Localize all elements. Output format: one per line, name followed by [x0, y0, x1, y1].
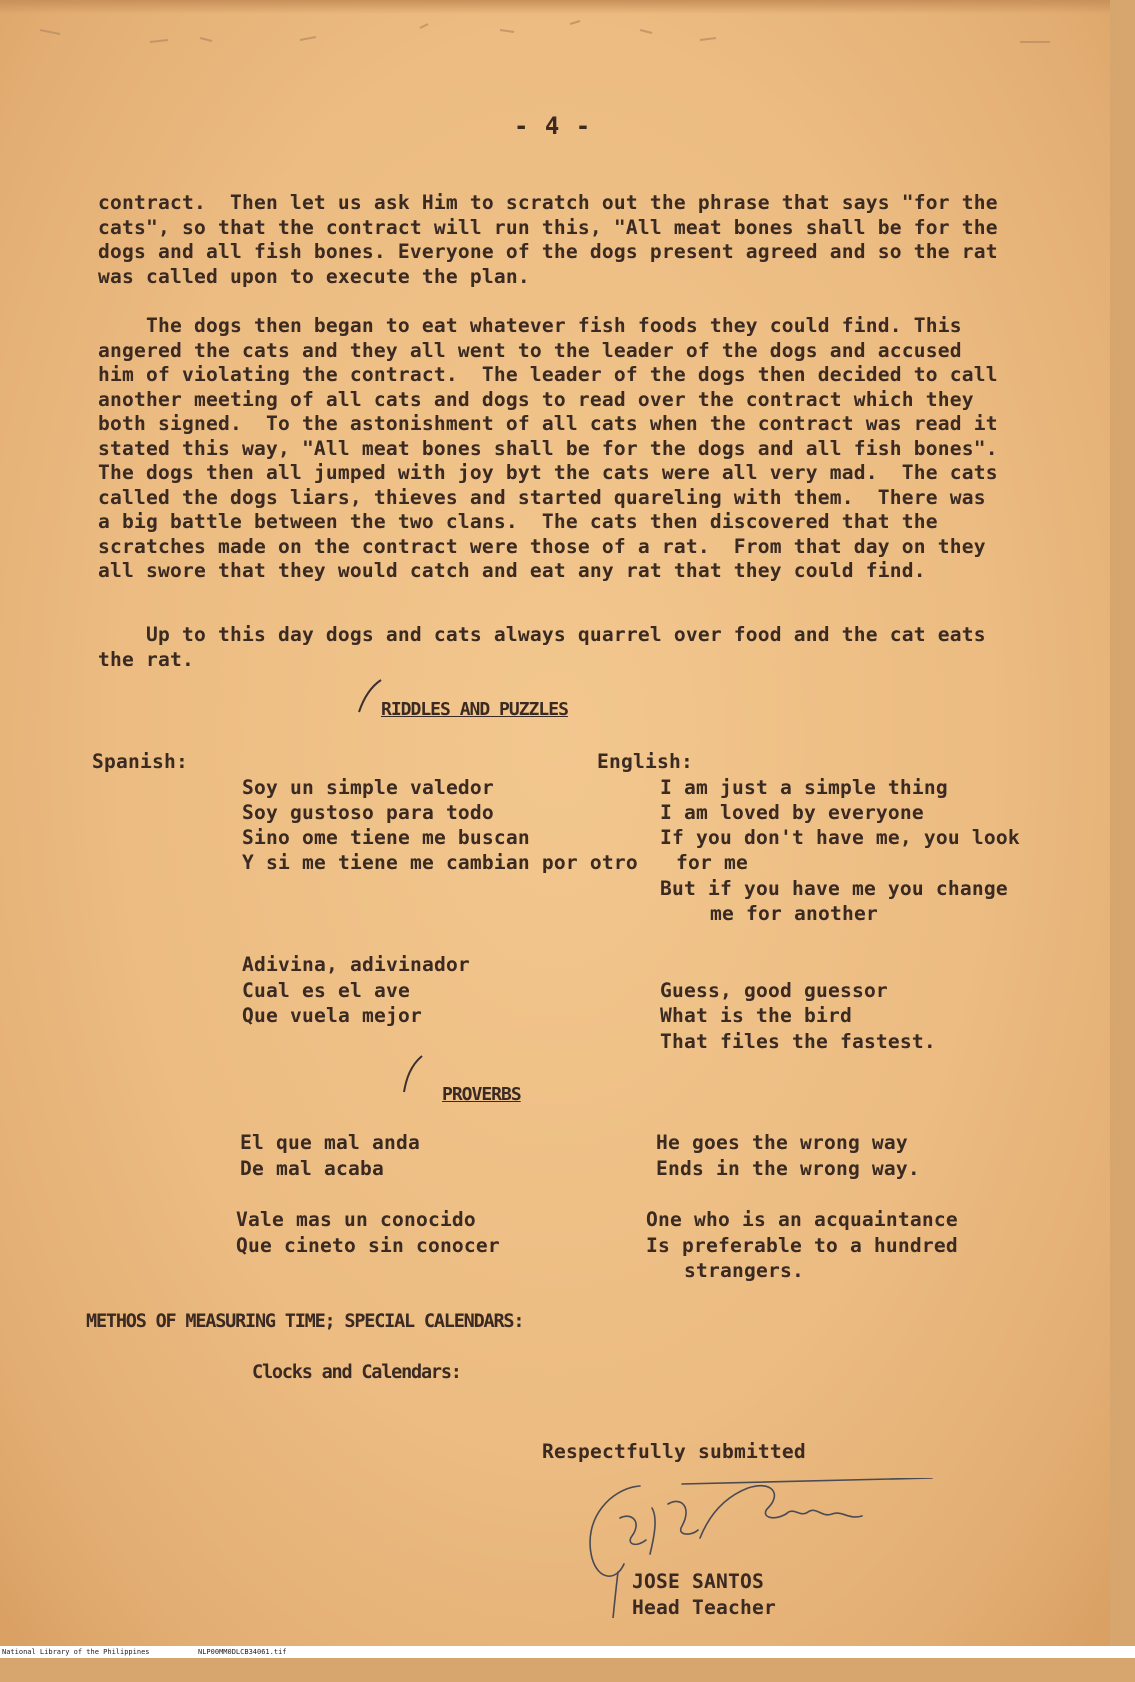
riddle-line: Soy un simple valedor — [242, 776, 494, 799]
paragraph-line: both signed. To the astonishment of all cats when the contract was read it — [98, 412, 998, 435]
paragraph-line: him of violating the contract. The leader of the dogs then decided to call — [98, 363, 998, 386]
riddle-line: What is the bird — [660, 1004, 852, 1027]
valediction: Respectfully submitted — [542, 1440, 806, 1463]
proverb-line: El que mal anda — [240, 1131, 420, 1154]
proverbs-heading: PROVERBS — [442, 1084, 521, 1105]
proverb-line: Is preferable to a hundred — [646, 1234, 958, 1257]
proverb-line: Que cineto sin conocer — [236, 1234, 500, 1257]
riddle-line: Y si me tiene me cambian por otro — [242, 851, 638, 874]
english-label: English: — [597, 750, 693, 773]
proverb-line: Ends in the wrong way. — [656, 1157, 920, 1180]
footer-institution: National Library of the Philippines — [2, 1648, 150, 1656]
paragraph-line: The dogs then began to eat whatever fish foods they could find. This — [98, 314, 962, 337]
riddle-line: If you don't have me, you look — [660, 826, 1020, 849]
riddle-line: Adivina, adivinador — [242, 953, 470, 976]
proverb-line: strangers. — [684, 1259, 804, 1282]
riddle-line: Que vuela mejor — [242, 1004, 422, 1027]
proverb-line: One who is an acquaintance — [646, 1208, 958, 1231]
archive-footer — [0, 1646, 1135, 1658]
paragraph-line: contract. Then let us ask Him to scratch out the phrase that says "for the — [98, 191, 998, 214]
riddles-heading: RIDDLES AND PUZZLES — [381, 699, 568, 720]
top-edge-marks — [0, 0, 1110, 60]
paragraph-line: cats", so that the contract will run this, "All meat bones shall be for the — [98, 216, 998, 239]
check-mark-proverbs — [400, 1052, 430, 1096]
footer-file-id: NLP00MM0DLCB34061.tif — [198, 1648, 287, 1656]
riddle-line: Guess, good guessor — [660, 979, 888, 1002]
paragraph-line: angered the cats and they all went to the leader of the dogs and accused — [98, 339, 962, 362]
proverb-line: De mal acaba — [240, 1157, 384, 1180]
paragraph-line: a big battle between the two clans. The cats then discovered that the — [98, 510, 938, 533]
methods-subheading: Clocks and Calendars: — [252, 1362, 461, 1383]
paragraph-line: called the dogs liars, thieves and started quareling with them. There was — [98, 486, 986, 509]
paragraph-line: the rat. — [98, 648, 194, 671]
proverb-line: He goes the wrong way — [656, 1131, 908, 1154]
paragraph-line: The dogs then all jumped with joy byt the cats were all very mad. The cats — [98, 461, 998, 484]
paragraph-line: stated this way, "All meat bones shall be for the dogs and all fish bones". — [98, 437, 998, 460]
signatory-name: JOSE SANTOS — [632, 1570, 764, 1593]
riddle-line: But if you have me you change — [660, 877, 1008, 900]
page-number: - 4 - — [514, 112, 592, 140]
paragraph-line: another meeting of all cats and dogs to read over the contract which they — [98, 388, 974, 411]
paragraph-line: all swore that they would catch and eat any rat that they could find. — [98, 559, 926, 582]
paragraph-line: dogs and all fish bones. Everyone of the dogs present agreed and so the rat — [98, 240, 998, 263]
paragraph-line: was called upon to execute the plan. — [98, 265, 530, 288]
paragraph-line: scratches made on the contract were those of a rat. From that day on they — [98, 535, 986, 558]
riddle-line: Cual es el ave — [242, 979, 410, 1002]
riddle-line: me for another — [710, 902, 878, 925]
riddle-line: Soy gustoso para todo — [242, 801, 494, 824]
proverb-line: Vale mas un conocido — [236, 1208, 476, 1231]
spanish-label: Spanish: — [92, 750, 188, 773]
riddle-line: I am just a simple thing — [660, 776, 948, 799]
signatory-title: Head Teacher — [632, 1596, 776, 1619]
riddle-line: for me — [676, 851, 748, 874]
methods-heading: METHOS OF MEASURING TIME; SPECIAL CALENDARS: — [86, 1311, 524, 1332]
riddle-line: That files the fastest. — [660, 1030, 936, 1053]
riddle-line: Sino ome tiene me buscan — [242, 826, 530, 849]
riddle-line: I am loved by everyone — [660, 801, 924, 824]
paragraph-line: Up to this day dogs and cats always quarrel over food and the cat eats — [98, 623, 986, 646]
